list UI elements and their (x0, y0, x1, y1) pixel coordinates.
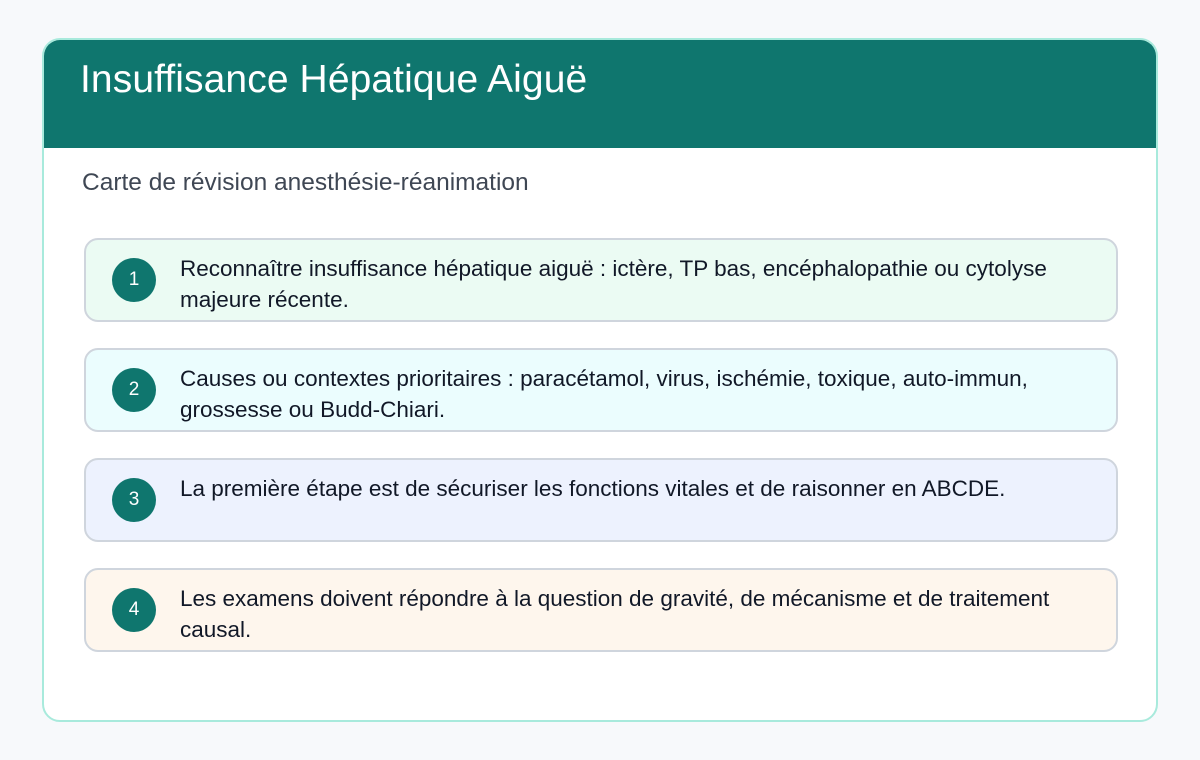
list-item (84, 238, 1118, 322)
revision-card (42, 38, 1158, 722)
item-text: La première étape est de sécuriser les fonctions vitales et de raisonner en ABCDE. (180, 476, 1006, 501)
item-number-badge: 1 (112, 258, 156, 302)
card-title: Insuffisance Hépatique Aiguë (80, 58, 588, 101)
item-text: Reconnaître insuffisance hépatique aiguë : ictère, TP bas, encéphalopathie ou cytolyse majeure récente. (180, 256, 1047, 312)
item-text: Causes ou contextes prioritaires : paracétamol, virus, ischémie, toxique, auto-immun, grossesse ou Budd-Chiari. (180, 366, 1028, 422)
list-item (84, 458, 1118, 542)
item-number-badge: 3 (112, 478, 156, 522)
list-item (84, 568, 1118, 652)
item-text: Les examens doivent répondre à la question de gravité, de mécanisme et de traitement causal. (180, 586, 1050, 642)
item-number-badge: 2 (112, 368, 156, 412)
item-number-badge: 4 (112, 588, 156, 632)
list-item (84, 348, 1118, 432)
card-header (42, 38, 1158, 148)
item-list (84, 238, 1118, 678)
card-subtitle: Carte de révision anesthésie-réanimation (82, 169, 529, 196)
